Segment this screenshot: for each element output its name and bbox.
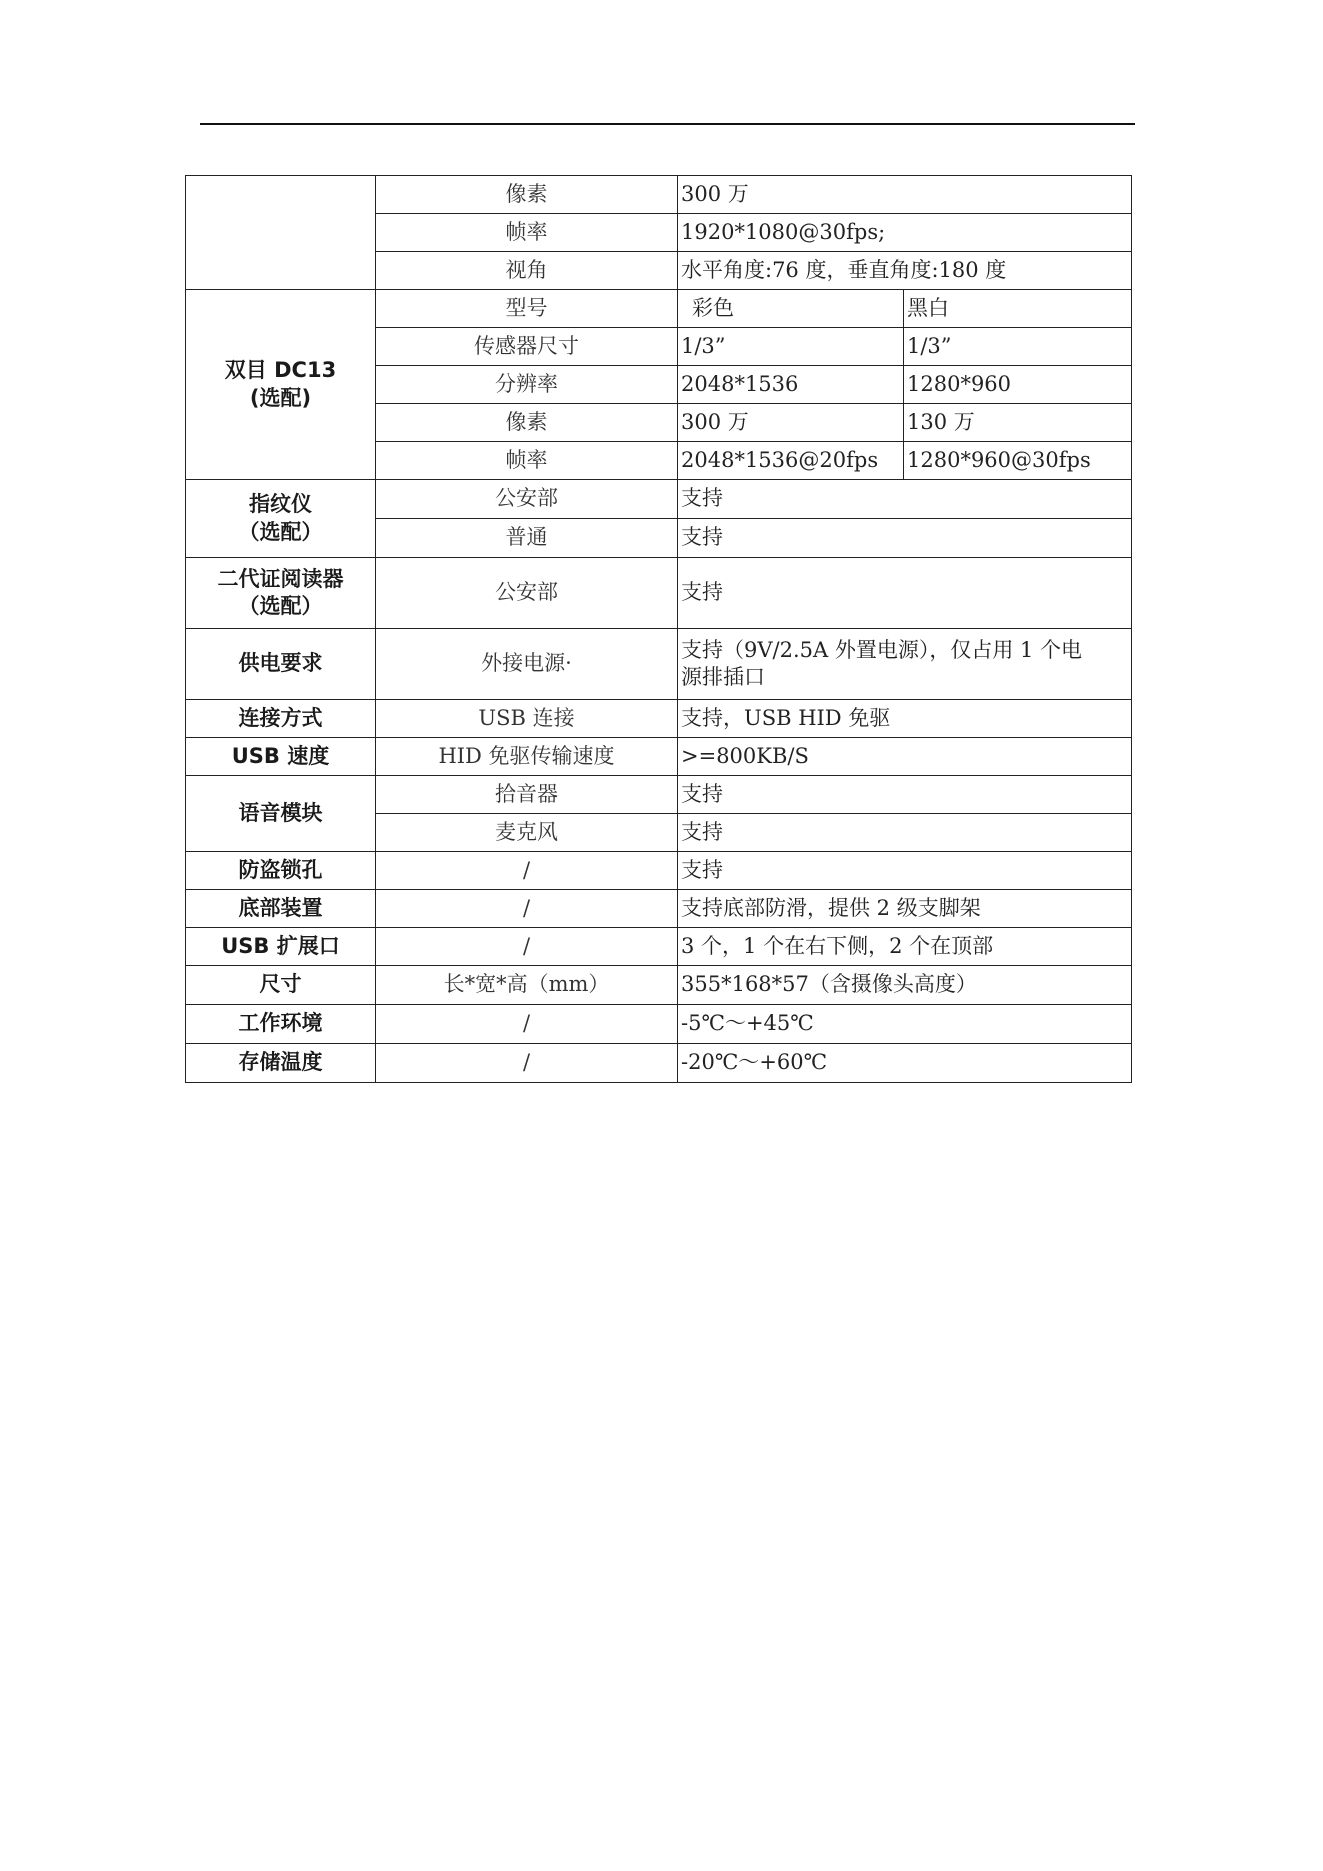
row-item: 公安部 [376,480,678,519]
row-value-mono: 1280*960 [904,366,1132,404]
category-line: 指纹仪 [249,492,312,517]
row-category: 语音模块 [186,776,376,852]
row-value: 支持 [678,480,1132,519]
row-item: 像素 [376,404,678,442]
table-row [186,890,1132,928]
header-rule [200,123,1135,125]
row-category [186,290,376,480]
row-value-color: 2048*1536@20fps [678,442,904,480]
row-value-mono: 130 万 [904,404,1132,442]
row-item: / [376,928,678,966]
row-value: 支持 [678,852,1132,890]
row-value: 355*168*57（含摄像头高度） [678,966,1132,1005]
row-item: / [376,1005,678,1044]
row-item: 帧率 [376,442,678,480]
category-line: (选配) [249,385,312,410]
row-category: 连接方式 [186,700,376,738]
row-category: 供电要求 [186,629,376,700]
row-category: USB 扩展口 [186,928,376,966]
row-value-color: 2048*1536 [678,366,904,404]
row-category: 防盗锁孔 [186,852,376,890]
value-line: 支持（9V/2.5A 外置电源），仅占用 1 个电 [681,637,1083,662]
row-value-mono: 1280*960@30fps [904,442,1132,480]
row-value: 支持，USB HID 免驱 [678,700,1132,738]
row-item: HID 免驱传输速度 [376,738,678,776]
row-item: 麦克风 [376,814,678,852]
table-row [186,700,1132,738]
row-value [678,629,1132,700]
row-value: 3 个，1 个在右下侧，2 个在顶部 [678,928,1132,966]
row-category: 底部装置 [186,890,376,928]
row-item: 公安部 [376,558,678,629]
row-value: 支持 [678,519,1132,558]
row-value: 支持 [678,558,1132,629]
row-value-color: 彩色 [678,290,904,328]
row-category: 工作环境 [186,1005,376,1044]
row-value-mono: 1/3” [904,328,1132,366]
table-row [186,176,1132,214]
row-item: 拾音器 [376,776,678,814]
row-value-mono: 黑白 [904,290,1132,328]
row-item: USB 连接 [376,700,678,738]
row-value: 支持 [678,814,1132,852]
table-row [186,852,1132,890]
row-value: 支持 [678,776,1132,814]
row-value-color: 1/3” [678,328,904,366]
row-item: 像素 [376,176,678,214]
row-category [186,176,376,290]
row-value: 1920*1080@30fps; [678,214,1132,252]
table-row [186,928,1132,966]
row-category [186,558,376,629]
spec-table [185,175,1132,1083]
row-item: 长*宽*高（mm） [376,966,678,1005]
table-row [186,558,1132,629]
row-category: 存储温度 [186,1044,376,1083]
row-item: 外接电源· [376,629,678,700]
row-value: 水平角度:76 度，垂直角度:180 度 [678,252,1132,290]
row-category [186,480,376,558]
row-item: / [376,1044,678,1083]
table-row [186,629,1132,700]
category-line: （选配） [238,594,323,618]
row-item: 帧率 [376,214,678,252]
row-item: / [376,852,678,890]
value-line: 源排插口 [681,665,765,689]
category-line: 二代证阅读器 [217,566,344,591]
row-item: 视角 [376,252,678,290]
row-value: 支持底部防滑，提供 2 级支脚架 [678,890,1132,928]
row-item: 普通 [376,519,678,558]
row-value: 300 万 [678,176,1132,214]
table-row [186,966,1132,1005]
table-row [186,480,1132,519]
table-row [186,1044,1132,1083]
row-value: >=800KB/S [678,738,1132,776]
table-row [186,776,1132,814]
row-value-color: 300 万 [678,404,904,442]
table-row [186,738,1132,776]
table-row [186,1005,1132,1044]
row-category: 尺寸 [186,966,376,1005]
category-line: 双目 DC13 [224,358,337,383]
row-category: USB 速度 [186,738,376,776]
row-item: 传感器尺寸 [376,328,678,366]
category-line: （选配） [238,519,323,544]
row-item: 型号 [376,290,678,328]
row-item: / [376,890,678,928]
row-value: -20℃～+60℃ [678,1044,1132,1083]
table-row [186,290,1132,328]
row-item: 分辨率 [376,366,678,404]
row-value: -5℃～+45℃ [678,1005,1132,1044]
